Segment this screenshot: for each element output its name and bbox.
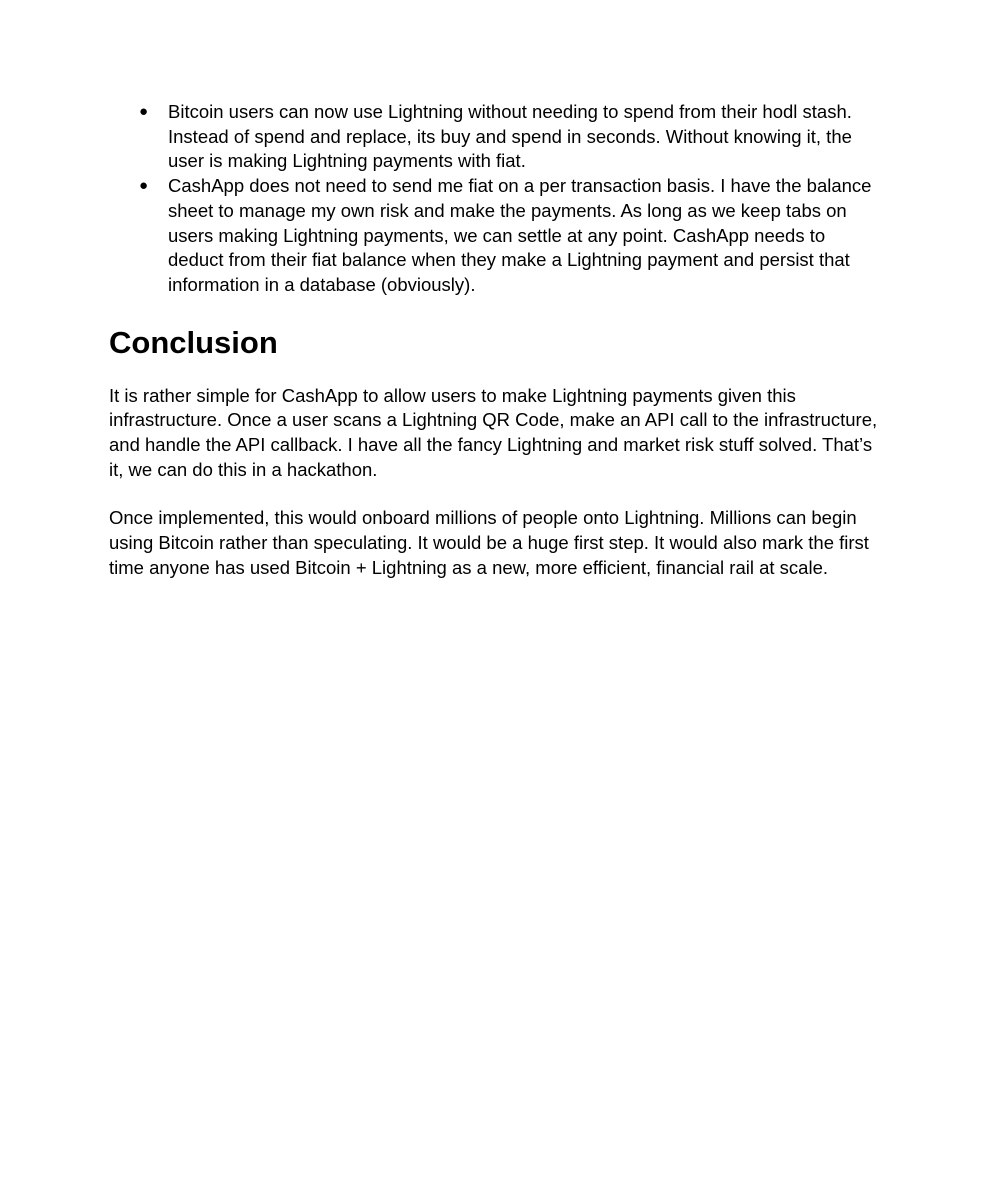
- bullet-dot-icon: ●: [139, 103, 149, 120]
- bullet-dot-icon: ●: [139, 177, 149, 195]
- bullet-item: [109, 100, 879, 174]
- bullet-item: [109, 174, 879, 298]
- section-heading: Conclusion: [109, 324, 278, 360]
- bullet-text: CashApp does not need to send me fiat on a per transaction basis. I have the balance sheet to manage my own risk and make the payments. As long as we keep tabs on users making Lightning payments, we can settle at any point. CashApp needs to deduct from their fiat balance when they make a Lightning payment and persist that information in a database (obviously).: [168, 175, 872, 295]
- paragraph: It is rather simple for CashApp to allow users to make Lightning payments given this infrastructure. Once a user scans a Lightning QR Code, make an API call to the infrastructure, and handle the API callback. I have all the fancy Lightning and market risk stuff solved. That’s it, we can do this in a hackathon.: [109, 384, 878, 480]
- document-page: [109, 100, 879, 581]
- paragraph: Once implemented, this would onboard millions of people onto Lightning. Millions can begin using Bitcoin rather than speculating. It would be a huge first step. It would also mark the first time anyone has used Bitcoin + Lightning as a new, more efficient, financial rail at scale.: [109, 507, 869, 578]
- bullet-list: [109, 100, 879, 298]
- bullet-text: Bitcoin users can now use Lightning without needing to spend from their hodl stash. Instead of spend and replace, its buy and spend in seconds. Without knowing it, the user is making Lightning payments with fiat.: [168, 101, 852, 172]
